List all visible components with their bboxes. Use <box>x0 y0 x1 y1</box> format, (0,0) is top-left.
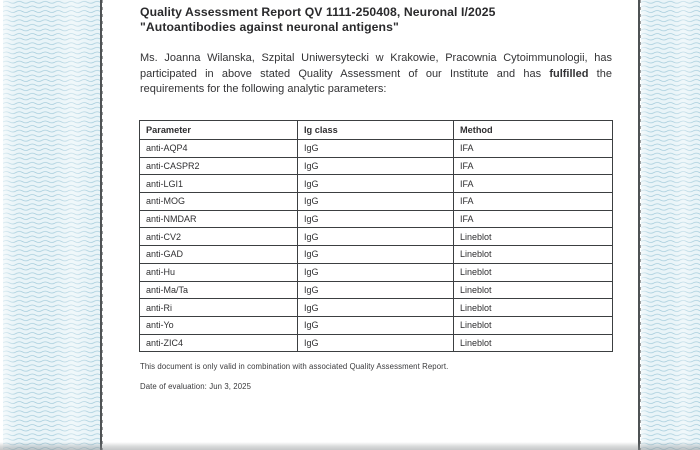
cell-method: Lineblot <box>454 228 613 246</box>
cell-method: Lineblot <box>454 299 613 317</box>
cell-method: IFA <box>454 210 613 228</box>
cell-method: Lineblot <box>454 281 613 299</box>
table-body <box>140 140 613 352</box>
cell-parameter: anti-Hu <box>140 263 298 281</box>
cell-ig-class: IgG <box>298 210 454 228</box>
cell-parameter: anti-AQP4 <box>140 140 298 158</box>
evaluation-date-label: Date of evaluation: <box>140 382 207 391</box>
table-row <box>140 210 613 228</box>
cell-method: IFA <box>454 140 613 158</box>
cell-parameter: anti-Ma/Ta <box>140 281 298 299</box>
report-title-block <box>140 5 622 34</box>
column-header-parameter: Parameter <box>140 121 298 140</box>
table-row <box>140 263 613 281</box>
table-row <box>140 299 613 317</box>
paragraph-line-2-post: the <box>588 67 612 80</box>
band-sheen-left <box>3 0 100 450</box>
cell-ig-class: IgG <box>298 299 454 317</box>
cell-parameter: anti-CV2 <box>140 228 298 246</box>
cell-parameter: anti-LGI1 <box>140 175 298 193</box>
table-row <box>140 334 613 352</box>
guilloche-border-left <box>3 0 100 450</box>
cell-parameter: anti-NMDAR <box>140 210 298 228</box>
analytic-parameters-table <box>139 120 613 352</box>
table-row <box>140 228 613 246</box>
participation-paragraph <box>140 51 612 98</box>
table-row <box>140 157 613 175</box>
cell-parameter: anti-CASPR2 <box>140 157 298 175</box>
paragraph-line-1: Ms. Joanna Wilanska, Szpital Uniwersytecki w Krakowie, Pracownia Cytoimmunologii, has <box>140 52 612 64</box>
certificate-inner-edge-right <box>638 0 640 450</box>
band-sheen-right <box>641 0 700 450</box>
fulfilled-emphasis: fulfilled <box>549 67 589 80</box>
cell-method: Lineblot <box>454 246 613 264</box>
table-row <box>140 316 613 334</box>
table-row <box>140 281 613 299</box>
validity-note: This document is only valid in combination with associated Quality Assessment Report. <box>140 362 449 371</box>
scan-bottom-shadow <box>0 442 700 450</box>
cell-ig-class: IgG <box>298 246 454 264</box>
cell-method: IFA <box>454 157 613 175</box>
cell-ig-class: IgG <box>298 334 454 352</box>
cell-ig-class: IgG <box>298 140 454 158</box>
table-row <box>140 193 613 211</box>
guilloche-border-right <box>641 0 700 450</box>
evaluation-date-value: Jun 3, 2025 <box>209 382 252 391</box>
evaluation-date <box>140 382 251 391</box>
cell-method: IFA <box>454 175 613 193</box>
cell-ig-class: IgG <box>298 193 454 211</box>
cell-ig-class: IgG <box>298 263 454 281</box>
paragraph-line-2 <box>140 67 612 83</box>
cell-parameter: anti-Yo <box>140 316 298 334</box>
cell-parameter: anti-GAD <box>140 246 298 264</box>
table-row <box>140 175 613 193</box>
table-row <box>140 246 613 264</box>
table-row <box>140 140 613 158</box>
cell-method: Lineblot <box>454 263 613 281</box>
report-subtitle: "Autoantibodies against neuronal antigens" <box>140 19 399 34</box>
cell-parameter: anti-MOG <box>140 193 298 211</box>
table-header-row <box>140 121 613 140</box>
cell-ig-class: IgG <box>298 316 454 334</box>
paragraph-line-2-pre: participated in above stated Quality Assessment of our Institute and has <box>140 67 550 80</box>
column-header-ig-class: Ig class <box>298 121 454 140</box>
certificate-inner-edge-left <box>100 0 102 450</box>
cell-method: Lineblot <box>454 334 613 352</box>
report-title: Quality Assessment Report QV 1111-250408, Neuronal I/2025 <box>140 5 496 19</box>
cell-method: Lineblot <box>454 316 613 334</box>
column-header-method: Method <box>454 121 613 140</box>
cell-method: IFA <box>454 193 613 211</box>
cell-ig-class: IgG <box>298 175 454 193</box>
cell-parameter: anti-Ri <box>140 299 298 317</box>
cell-ig-class: IgG <box>298 228 454 246</box>
cell-ig-class: IgG <box>298 281 454 299</box>
cell-parameter: anti-ZIC4 <box>140 334 298 352</box>
paragraph-line-3: requirements for the following analytic parameters: <box>140 83 387 96</box>
cell-ig-class: IgG <box>298 157 454 175</box>
